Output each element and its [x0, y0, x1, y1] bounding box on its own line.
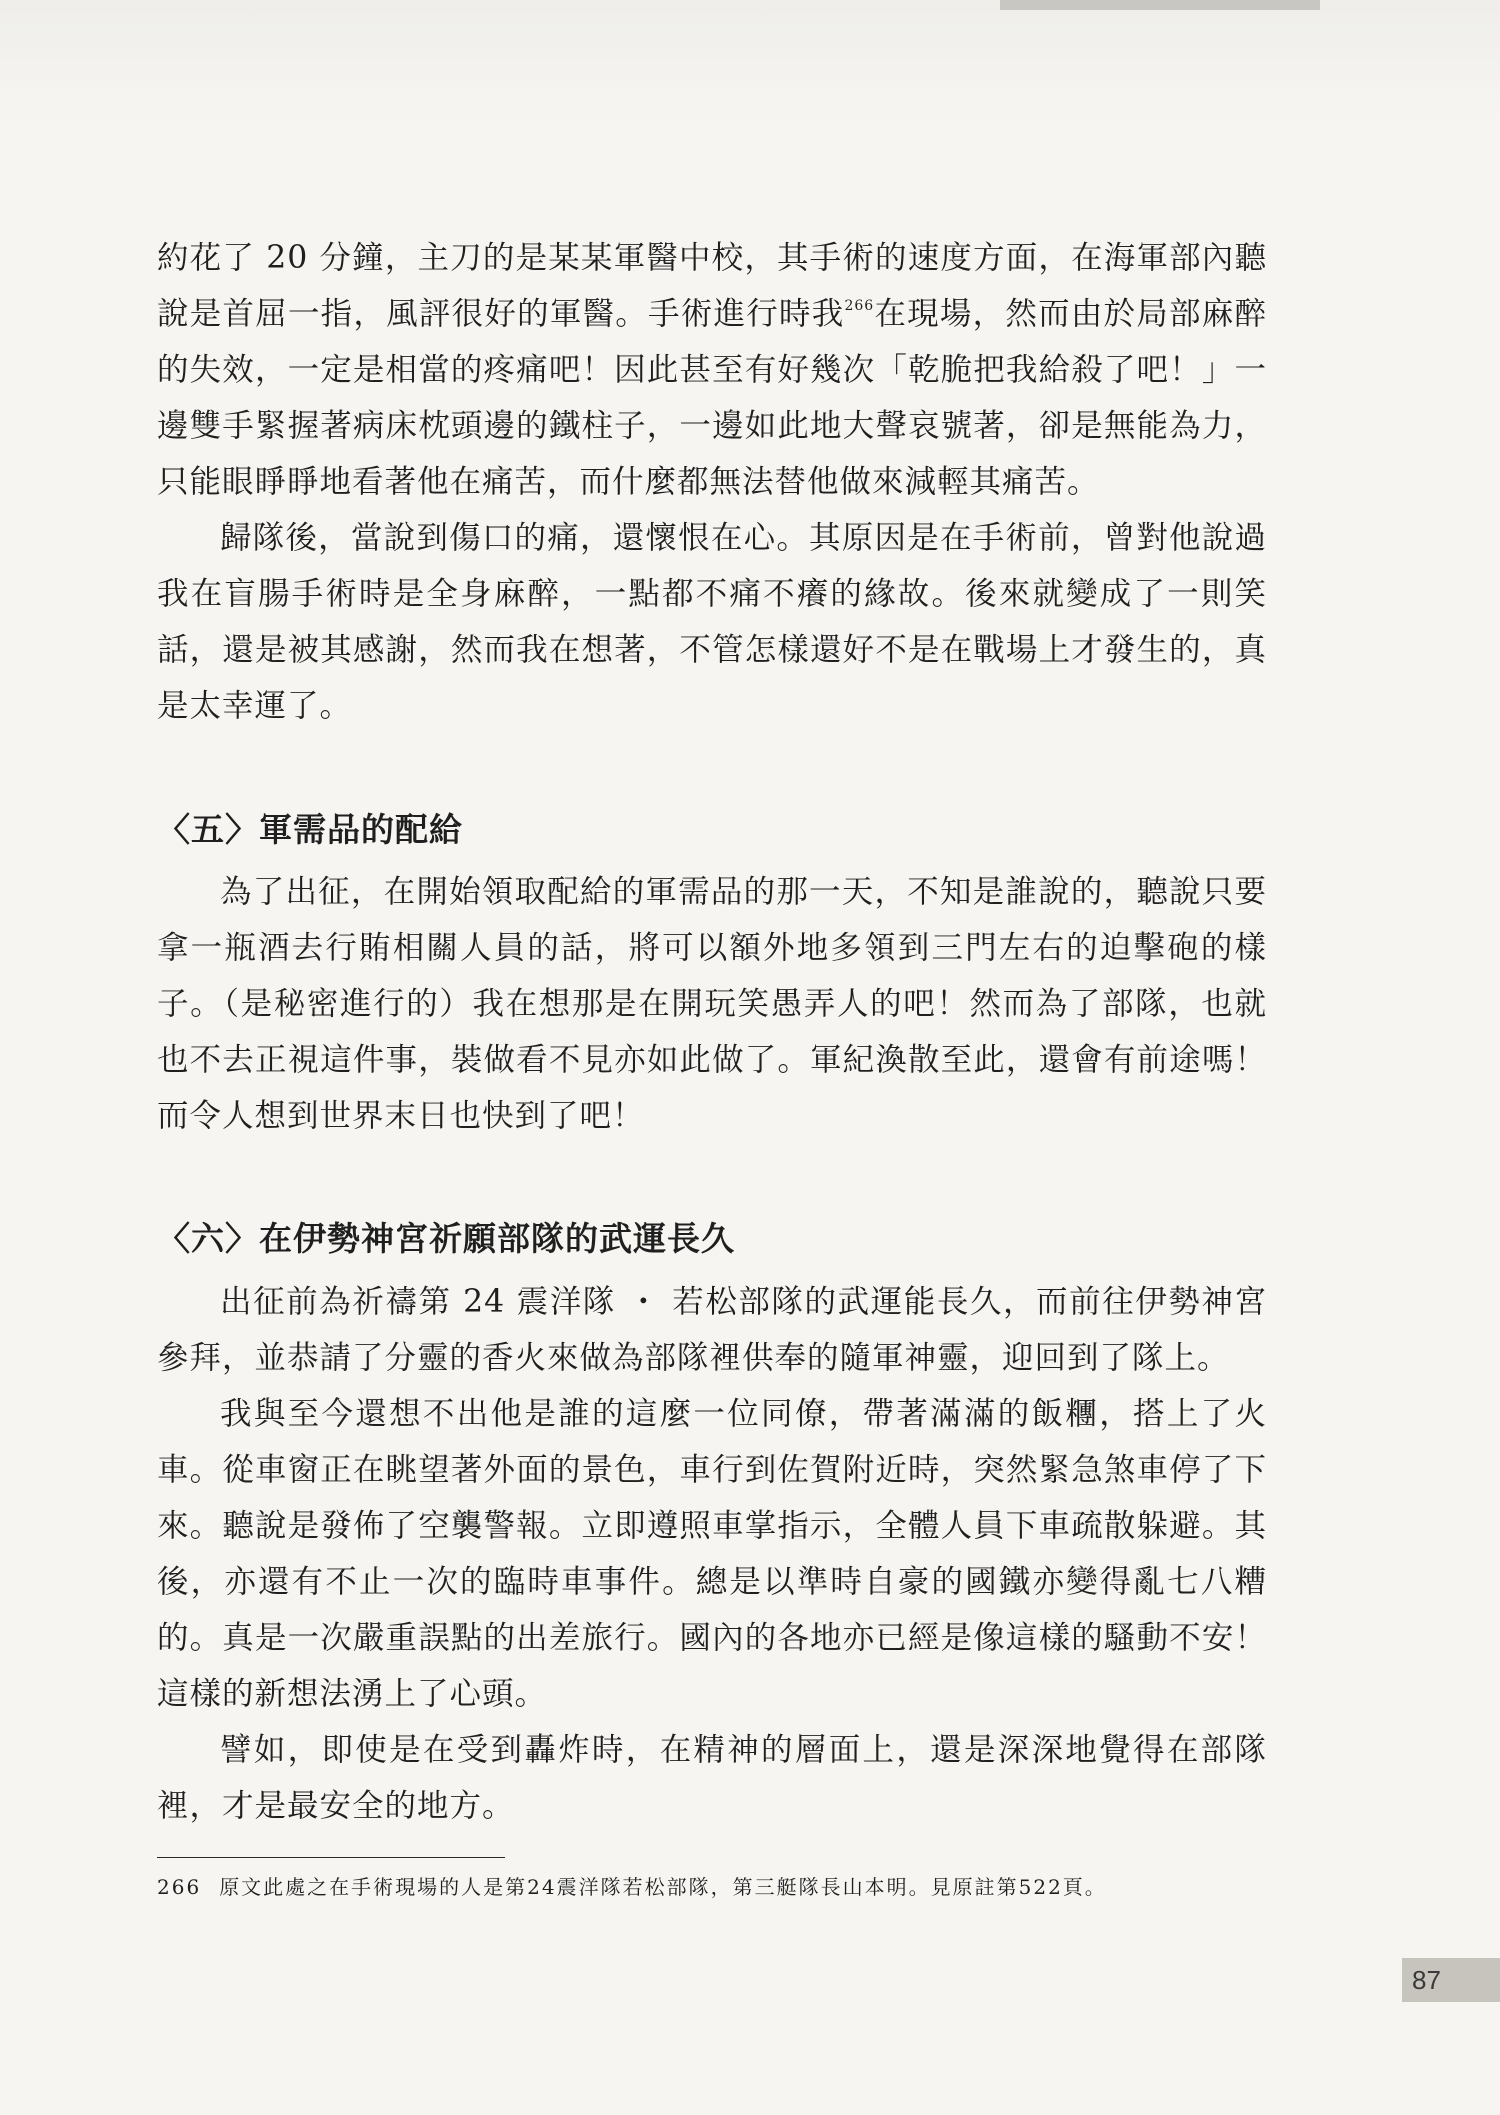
page-header-band [0, 0, 1500, 120]
paragraph-continued [157, 230, 1267, 510]
paragraph: 歸隊後，當說到傷口的痛，還懷恨在心。其原因是在手術前，曾對他說過我在盲腸手術時是全身麻醉，一點都不痛不癢的緣故。後來就變成了一則笑話，還是被其感謝，然而我在想著，不管怎樣還好不是在戰場上才發生的，真是太幸運了。 [157, 520, 1267, 724]
footnote-text: 原文此處之在手術現場的人是第24震洋隊若松部隊，第三艇隊長山本明。見原註第522頁。 [219, 1875, 1107, 1899]
footnote-ref[interactable]: 266 [844, 298, 875, 314]
paragraph-text: 在現場，然而由於局部麻醉的失效，一定是相當的疼痛吧！因此甚至有好幾次「乾脆把我給殺了吧！」一邊雙手緊握著病床枕頭邊的鐵柱子，一邊如此地大聲哀號著，卻是無能為力，只能眼睜睜地看著他在痛苦，而什麼都無法替他做來減輕其痛苦。 [157, 296, 1267, 500]
section-6-body [157, 1274, 1267, 1834]
body-text-top [157, 230, 1267, 734]
paragraph-text: 約花了 20 分鐘，主刀的是某某軍醫中校，其手術的速度方面，在海軍部內聽說是首屈一指，風評很好的軍醫。手術進行時我 [157, 240, 1267, 332]
paragraph: 譬如，即使是在受到轟炸時，在精神的層面上，還是深深地覺得在部隊裡，才是最安全的地方。 [157, 1732, 1267, 1824]
paragraph: 我與至今還想不出他是誰的這麼一位同僚，帶著滿滿的飯糰，搭上了火車。從車窗正在眺望著外面的景色，車行到佐賀附近時，突然緊急煞車停了下來。聽說是發佈了空襲警報。立即遵照車掌指示，全體人員下車疏散躲避。其後，亦還有不止一次的臨時車事件。總是以準時自豪的國鐵亦變得亂七八糟的。真是一次嚴重誤點的出差旅行。國內的各地亦已經是像這樣的騷動不安！這樣的新想法湧上了心頭。 [157, 1396, 1267, 1712]
footnote [157, 1872, 1107, 1902]
paragraph: 出征前為祈禱第 24 震洋隊 ・ 若松部隊的武運能長久，而前往伊勢神宮參拜，並恭請了分靈的香火來做為部隊裡供奉的隨軍神靈，迎回到了隊上。 [157, 1284, 1267, 1376]
header-ink-mark [1000, 0, 1320, 10]
footnote-number: 266 [157, 1875, 202, 1899]
section-5-body [157, 864, 1267, 1144]
paragraph: 為了出征，在開始領取配給的軍需品的那一天，不知是誰說的，聽說只要拿一瓶酒去行賄相關人員的話，將可以額外地多領到三門左右的迫擊砲的樣子。（是秘密進行的）我在想那是在開玩笑愚弄人的吧！然而為了部隊，也就也不去正視這件事，裝做看不見亦如此做了。軍紀渙散至此，還會有前途嗎！而令人想到世界末日也快到了吧！ [157, 874, 1267, 1134]
section-heading-5: 〈五〉軍需品的配給 [157, 810, 463, 849]
section-heading-6: 〈六〉在伊勢神宮祈願部隊的武運長久 [157, 1219, 735, 1258]
page-number: 87 [1402, 1958, 1500, 2002]
footnote-divider [157, 1857, 505, 1858]
